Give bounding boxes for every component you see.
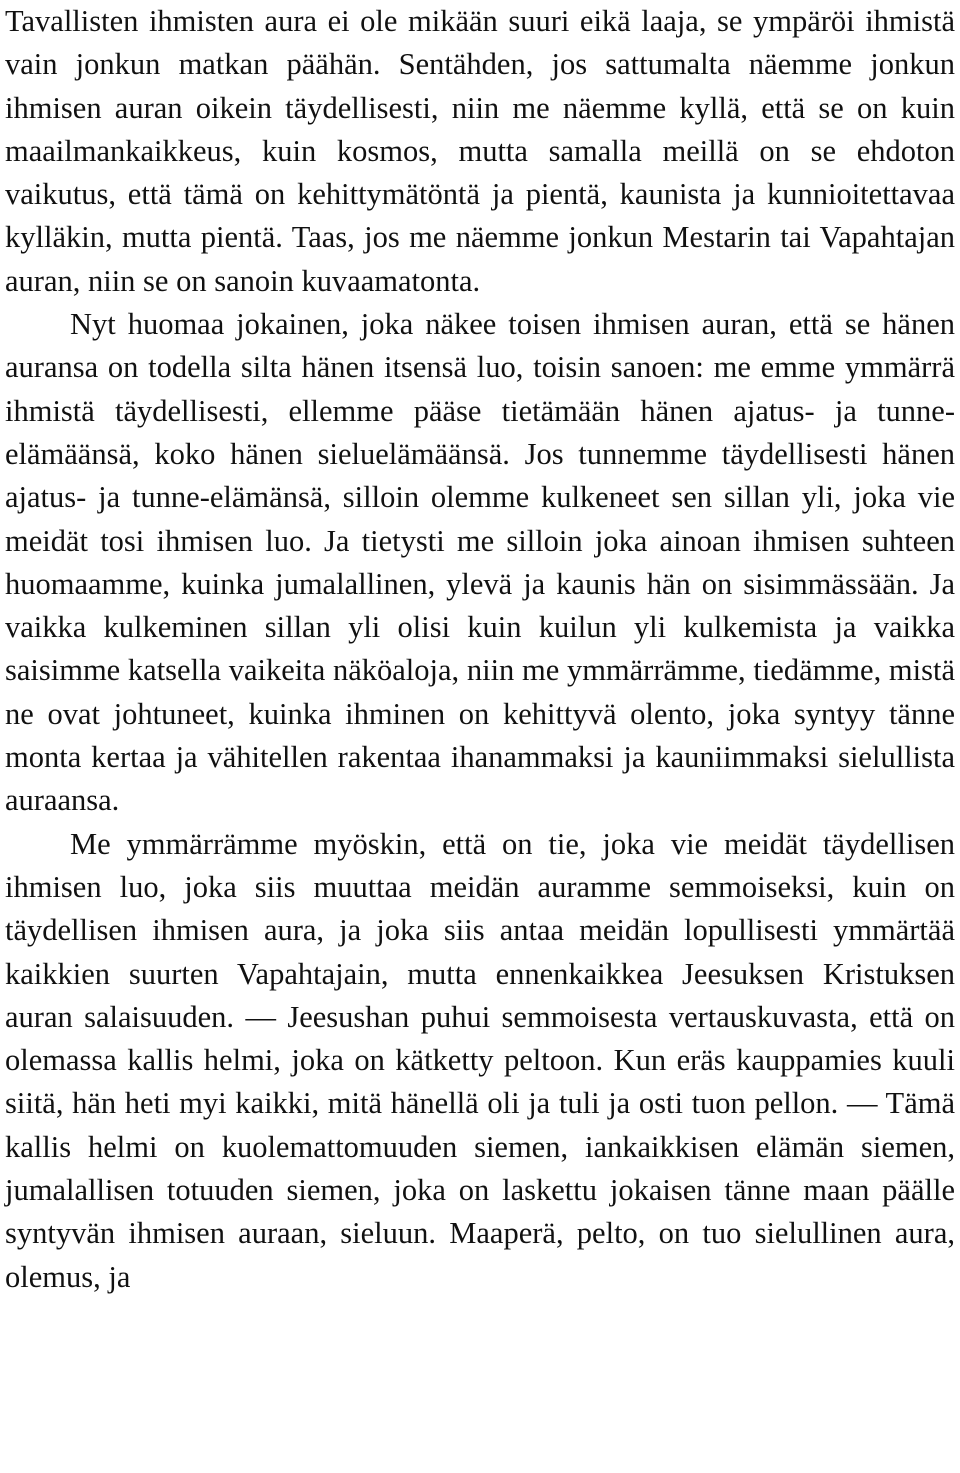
- paragraph-1: Tavallisten ihmisten aura ei ole mikään suuri eikä laaja, se ympäröi ihmistä vain jonkun matkan päähän. Sentähden, jos sattumalta näemme jonkun ihmisen auran oikein täydellisesti, niin me näemme kyllä, että se on kuin maailmankaikkeus, kuin kosmos, mutta samalla meillä on se ehdoton vaikutus, että tämä on kehittymätöntä ja pientä, kaunista ja kunnioitettavaa kylläkin, mutta pientä. Taas, jos me näemme jonkun Mestarin tai Vapahtajan auran, niin se on sanoin kuvaamatonta.: [5, 4, 955, 298]
- document-page: [5, 0, 955, 1299]
- paragraph-2: Nyt huomaa jokainen, joka näkee toisen ihmisen auran, että se hänen auransa on todella silta hänen itsensä luo, toisin sanoen: me emme ymmärrä ihmistä täydellisesti, ellemme pääse tietämään hänen ajatus- ja tunne-elämäänsä, koko hänen sieluelämäänsä. Jos tunnemme täydellisesti hänen ajatus- ja tunne-elämänsä, silloin olemme kulkeneet sen sillan yli, joka vie meidät tosi ihmisen luo. Ja tietysti me silloin joka ainoan ihmisen suhteen huomaamme, kuinka jumalallinen, ylevä ja kaunis hän on sisimmässään. Ja vaikka kulkeminen sillan yli olisi kuin kuilun yli kulkemista ja vaikka saisimme katsella vaikeita näköaloja, niin me ymmärrämme, tiedämme, mistä ne ovat johtuneet, kuinka ihminen on kehittyvä olento, joka syntyy tänne monta kertaa ja vähitellen rakentaa ihanammaksi ja kauniimmaksi sielullista auraansa.: [5, 307, 955, 818]
- paragraph-3: Me ymmärrämme myöskin, että on tie, joka vie meidät täydellisen ihmisen luo, joka siis muuttaa meidän auramme semmoiseksi, kuin on täydellisen ihmisen aura, ja joka siis antaa meidän lopullisesti ymmärtää kaikkien suurten Vapahtajain, mutta ennenkaikkea Jeesuksen Kristuksen auran salaisuuden. — Jeesushan puhui semmoisesta vertauskuvasta, että on olemassa kallis helmi, joka on kätketty peltoon. Kun eräs kauppamies kuuli siitä, hän heti myi kaikki, mitä hänellä oli ja tuli ja osti tuon pellon. — Tämä kallis helmi on kuolemattomuuden siemen, iankaikkisen elämän siemen, jumalallisen totuuden siemen, joka on laskettu jokaisen tänne maan päälle syntyvän ihmisen auraan, sieluun. Maaperä, pelto, on tuo sielullinen aura, olemus, ja: [5, 826, 955, 1294]
